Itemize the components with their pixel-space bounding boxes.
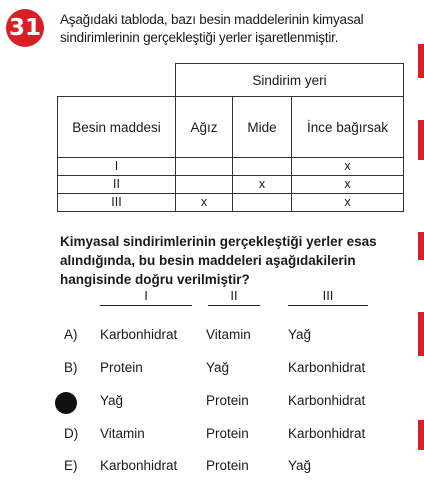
answer-column-header: III: [288, 288, 368, 308]
table-cell: [176, 176, 233, 194]
option-value: Vitamin: [100, 426, 145, 441]
option-letter: B): [64, 360, 78, 375]
table-cell: [233, 194, 292, 212]
question-number-badge: 31: [6, 9, 44, 47]
table-cell: x: [292, 158, 404, 176]
option-value: Protein: [206, 393, 249, 408]
option-value: Karbonhidrat: [100, 458, 178, 473]
option-value: Karbonhidrat: [288, 426, 366, 441]
answer-option-d[interactable]: [0, 426, 424, 448]
option-value: Karbonhidrat: [288, 360, 366, 375]
column-header: Mide: [233, 97, 292, 158]
row-label: II: [58, 176, 176, 194]
answer-column-header: II: [208, 288, 260, 308]
option-value: Protein: [100, 360, 143, 375]
table-row: [58, 194, 404, 212]
table-cell: x: [292, 176, 404, 194]
column-header: Ağız: [176, 97, 233, 158]
row-label: III: [58, 194, 176, 212]
option-letter: E): [64, 458, 78, 473]
group-header: Sindirim yeri: [176, 64, 404, 97]
red-margin-mark: [418, 44, 424, 78]
option-value: Yağ: [288, 327, 312, 342]
option-value: Protein: [206, 458, 249, 473]
row-label: I: [58, 158, 176, 176]
option-value: Yağ: [288, 458, 312, 473]
option-value: Vitamin: [206, 327, 251, 342]
option-letter: D): [64, 426, 79, 441]
table-cell: x: [292, 194, 404, 212]
filled-answer-bubble-icon: [55, 392, 77, 414]
column-header: İnce bağırsak: [292, 97, 404, 158]
option-value: Yağ: [206, 360, 230, 375]
answer-option-a[interactable]: [0, 327, 424, 349]
red-margin-mark: [418, 120, 424, 160]
option-value: Protein: [206, 426, 249, 441]
table-row: [58, 158, 404, 176]
table-row: [58, 176, 404, 194]
option-value: Karbonhidrat: [288, 393, 366, 408]
question-stem: Aşağıdaki tabloda, bazı besin maddelerinin kimyasal sindirimlerinin gerçekleştiği yerler işaretlenmiştir.: [60, 12, 364, 45]
answer-option-b[interactable]: [0, 360, 424, 382]
answer-option-c[interactable]: [0, 393, 424, 415]
row-header: Besin maddesi: [58, 97, 176, 158]
option-value: Yağ: [100, 393, 124, 408]
answer-option-e[interactable]: [0, 458, 424, 480]
option-letter: A): [64, 327, 78, 342]
option-value: Karbonhidrat: [100, 327, 178, 342]
answer-column-header: I: [100, 288, 192, 308]
table-cell: [176, 158, 233, 176]
table-cell: x: [233, 176, 292, 194]
question-prompt: Kimyasal sindirimlerinin gerçekleştiği yerler esas alındığında, bu besin maddeleri aşağıdakilerin hangisinde doğru verilmiştir?: [60, 234, 377, 287]
table-cell: [233, 158, 292, 176]
table-cell: x: [176, 194, 233, 212]
digestion-table: [57, 63, 404, 212]
red-margin-mark: [418, 232, 424, 260]
